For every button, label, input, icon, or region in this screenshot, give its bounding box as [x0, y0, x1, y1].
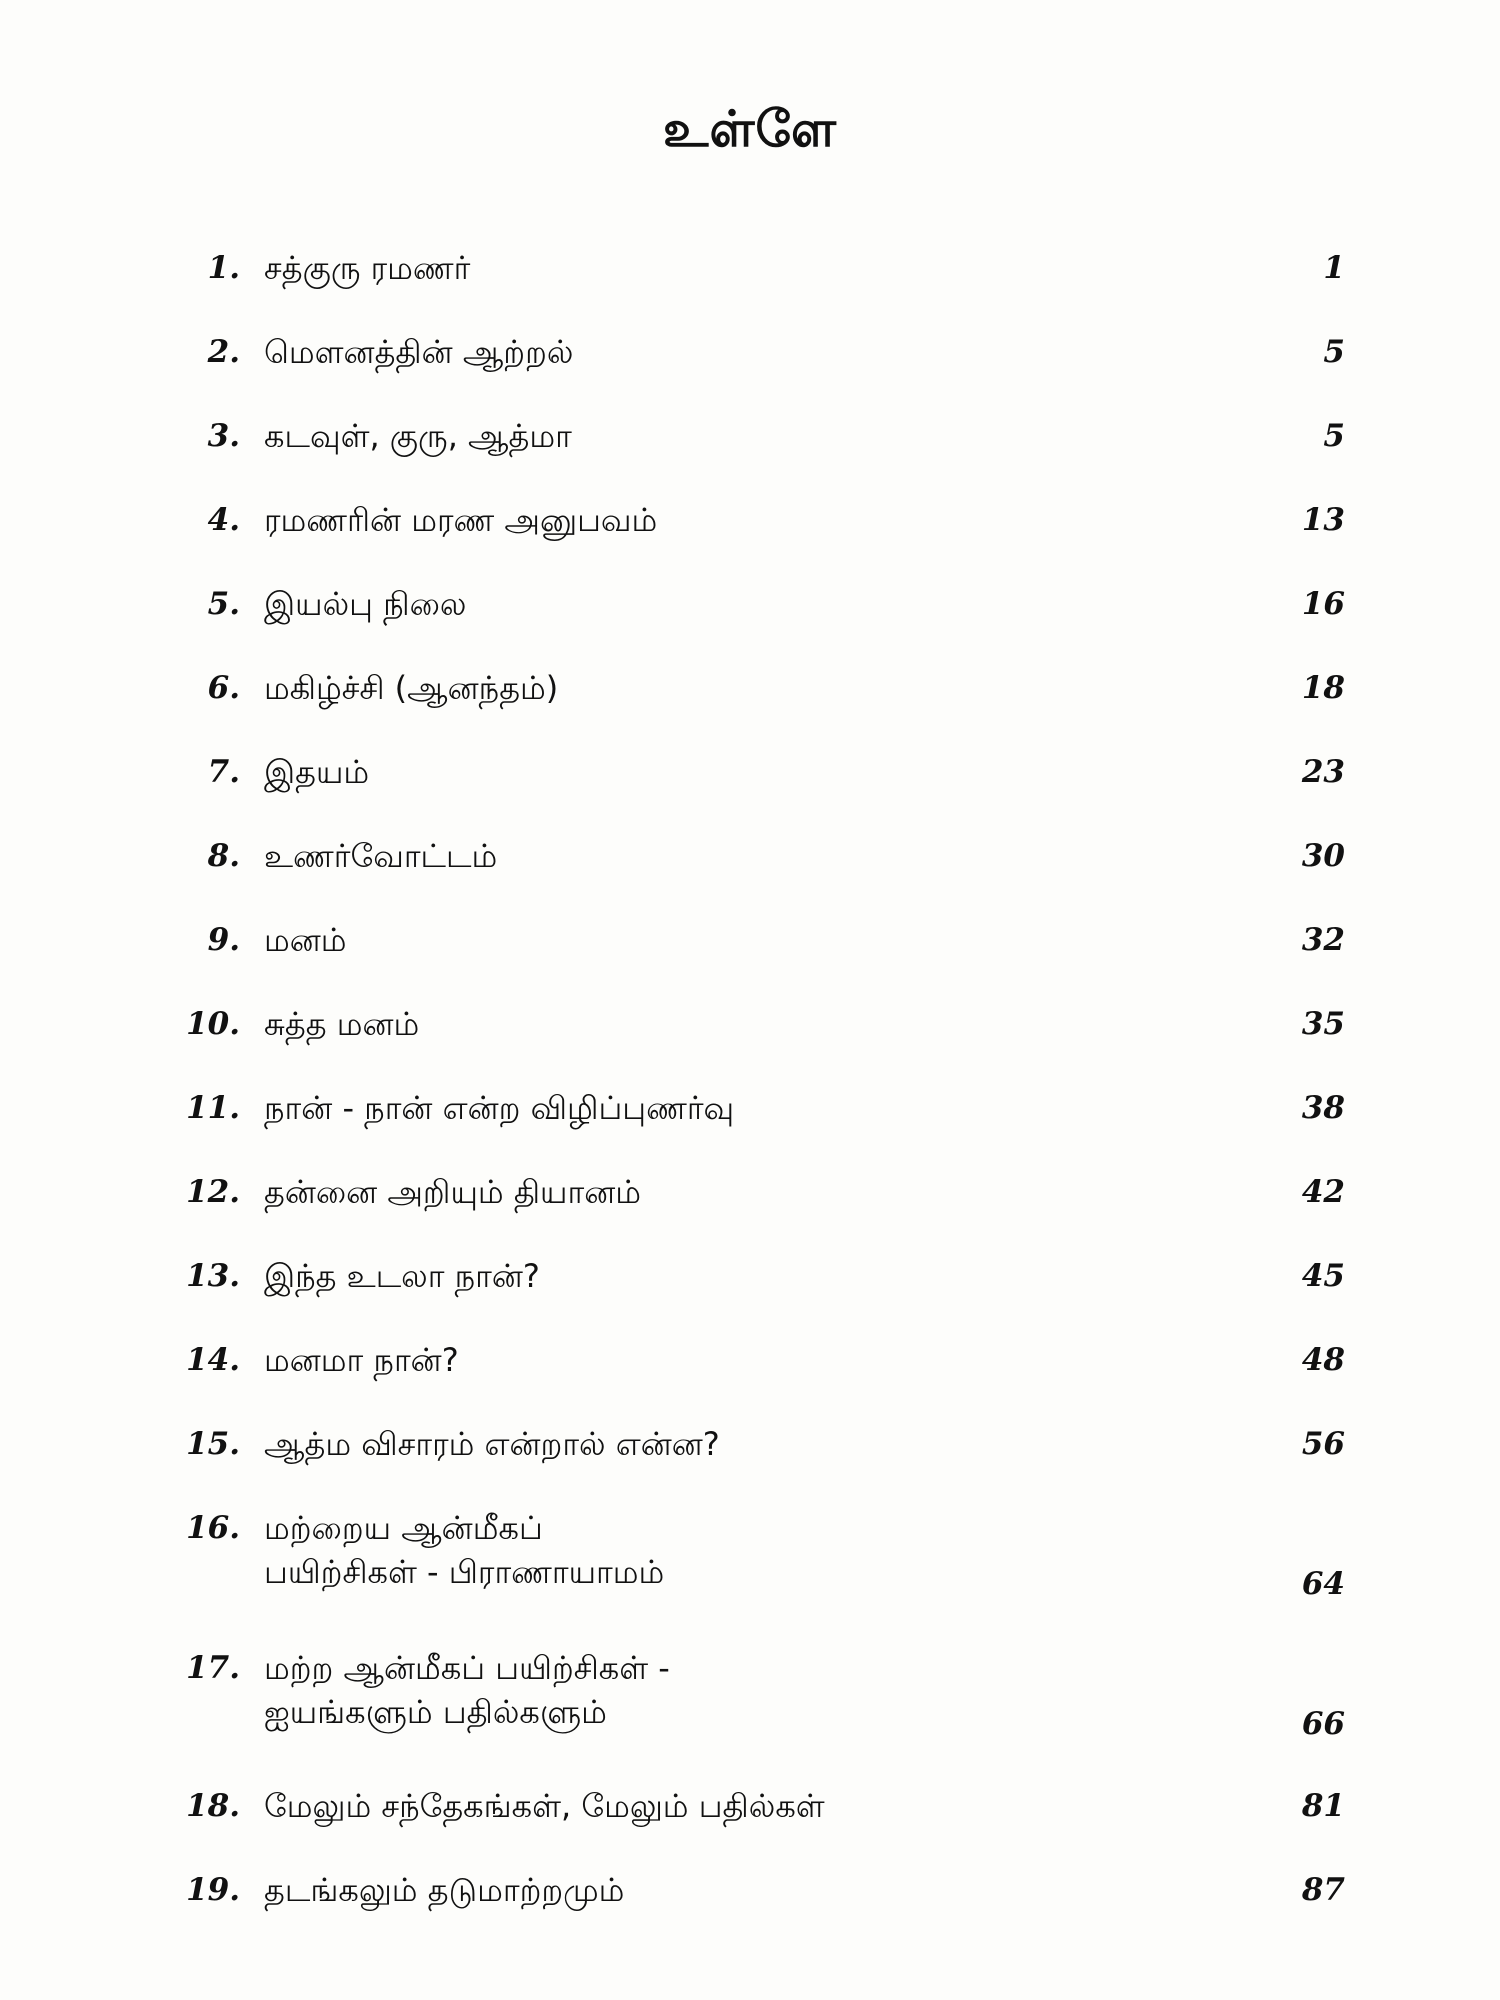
toc-entry-title-line: மற்ற ஆன்மீகப் பயிற்சிகள் -	[264, 1649, 670, 1687]
toc-entry-title	[250, 1404, 1345, 1466]
toc-entry-title	[250, 396, 1345, 458]
toc-entry-page-number: 87	[1301, 1872, 1345, 1908]
toc-entry-title	[250, 480, 1345, 542]
toc-entry-page-number: 42	[1301, 1174, 1345, 1210]
toc-entry-title	[250, 228, 1345, 290]
toc-entry	[170, 312, 1345, 396]
toc-entry-title-line: நான் - நான் என்ற விழிப்புணர்வு	[264, 1089, 735, 1127]
toc-entry	[170, 648, 1345, 732]
toc-entry	[170, 816, 1345, 900]
toc-entry-page-number: 18	[1301, 670, 1345, 706]
toc-entry-title-line: மகிழ்ச்சி (ஆனந்தம்)	[264, 669, 559, 707]
toc-entry-page-number: 35	[1301, 1006, 1345, 1042]
toc-entry	[170, 900, 1345, 984]
toc-entry-title-line: மௌனத்தின் ஆற்றல்	[264, 333, 574, 371]
toc-entry-page-number: 48	[1301, 1342, 1345, 1378]
toc-entry-number: 13.	[186, 1258, 240, 1294]
toc-entry-page-number: 81	[1301, 1788, 1345, 1824]
toc-entry-title	[250, 1320, 1345, 1382]
toc-entry-title-line: உணர்வோட்டம்	[264, 837, 498, 875]
toc-entry-number: 7.	[207, 754, 240, 790]
toc-entry-title-line: ஐயங்களும் பதில்களும்	[264, 1693, 607, 1731]
toc-entry-page-number: 13	[1301, 502, 1345, 538]
toc-entry	[170, 732, 1345, 816]
toc-entry-number: 3.	[207, 418, 240, 454]
toc-entry	[170, 1236, 1345, 1320]
toc-entry-number: 4.	[207, 502, 240, 538]
toc-entry	[170, 1320, 1345, 1404]
toc-entry-title-line: இயல்பு நிலை	[264, 585, 467, 623]
toc-entry	[170, 228, 1345, 312]
toc-entry-title-line: மேலும் சந்தேகங்கள், மேலும் பதில்கள்	[264, 1787, 825, 1825]
toc-entry-title-line: மற்றைய ஆன்மீகப்	[264, 1509, 543, 1547]
toc-entry-title	[250, 1488, 1345, 1594]
toc-entry-number: 6.	[207, 670, 240, 706]
toc-entry-number: 1.	[207, 250, 240, 286]
toc-entry-page-number: 45	[1301, 1258, 1345, 1294]
toc-entry-number: 15.	[186, 1426, 240, 1462]
toc-entry-number: 12.	[186, 1174, 240, 1210]
toc-entry-number: 16.	[186, 1510, 240, 1546]
toc-entry-page-number: 5	[1323, 418, 1345, 454]
toc-entry-title	[250, 1628, 1345, 1734]
toc-entry-page-number: 1	[1323, 250, 1345, 286]
toc-entry	[170, 1850, 1345, 1934]
toc-entry-title-line: சுத்த மனம்	[264, 1005, 420, 1043]
toc-entry-title	[250, 312, 1345, 374]
toc-entry-title	[250, 648, 1345, 710]
toc-entry-number: 18.	[186, 1788, 240, 1824]
toc-entry	[170, 1152, 1345, 1236]
toc-entry-page-number: 16	[1301, 586, 1345, 622]
toc-entry-number: 17.	[186, 1650, 240, 1686]
toc-entry-title	[250, 1068, 1345, 1130]
toc-entry-page-number: 30	[1301, 838, 1345, 874]
toc-entry-page-number: 66	[1301, 1706, 1345, 1742]
toc-entry-title-line: சத்குரு ரமணர்	[264, 249, 471, 287]
toc-entry-title-line: மனம்	[264, 921, 347, 959]
toc-entry-title-line: கடவுள், குரு, ஆத்மா	[264, 417, 572, 455]
toc-entry	[170, 396, 1345, 480]
toc-entry	[170, 480, 1345, 564]
toc-entry	[170, 1068, 1345, 1152]
toc-entry	[170, 1488, 1345, 1628]
toc-entry-number: 5.	[207, 586, 240, 622]
toc-entry-title-line: ஆத்ம விசாரம் என்றால் என்ன?	[264, 1425, 720, 1463]
toc-entry-title	[250, 1850, 1345, 1912]
toc-entry-title	[250, 900, 1345, 962]
toc-entry	[170, 1628, 1345, 1766]
toc-entry-title-line: தன்னை அறியும் தியானம்	[264, 1173, 641, 1211]
toc-entry-number: 11.	[186, 1090, 240, 1126]
toc-entry-title	[250, 816, 1345, 878]
toc-entry-title	[250, 1152, 1345, 1214]
toc-entry	[170, 564, 1345, 648]
toc-entry-title-line: ரமணரின் மரண அனுபவம்	[264, 501, 658, 539]
toc-entry-title	[250, 1766, 1345, 1828]
toc-entry-title-line: தடங்கலும் தடுமாற்றமும்	[264, 1871, 625, 1909]
toc-entry-page-number: 5	[1323, 334, 1345, 370]
toc-entry-number: 9.	[207, 922, 240, 958]
toc-entry	[170, 984, 1345, 1068]
toc-entry-page-number: 56	[1301, 1426, 1345, 1462]
toc-entry-page-number: 64	[1301, 1566, 1345, 1602]
toc-entry-number: 14.	[186, 1342, 240, 1378]
toc-entry	[170, 1766, 1345, 1850]
toc-entry-title-line: இதயம்	[264, 753, 370, 791]
toc-entry-title-line: இந்த உடலா நான்?	[264, 1257, 540, 1295]
toc-entry-title	[250, 984, 1345, 1046]
toc-entry-title	[250, 564, 1345, 626]
toc-entry-title	[250, 1236, 1345, 1298]
toc-entry-title-line: பயிற்சிகள் - பிராணாயாமம்	[264, 1553, 665, 1591]
toc-entry-page-number: 23	[1301, 754, 1345, 790]
toc-entry-number: 8.	[207, 838, 240, 874]
toc-entry-page-number: 38	[1301, 1090, 1345, 1126]
table-of-contents	[170, 228, 1345, 1934]
toc-entry-title-line: மனமா நான்?	[264, 1341, 459, 1379]
toc-entry-number: 19.	[186, 1872, 240, 1908]
toc-entry-number: 10.	[186, 1006, 240, 1042]
toc-entry	[170, 1404, 1345, 1488]
page-title: உள்ளே	[662, 100, 838, 158]
toc-entry-title	[250, 732, 1345, 794]
toc-entry-number: 2.	[207, 334, 240, 370]
toc-entry-page-number: 32	[1301, 922, 1345, 958]
